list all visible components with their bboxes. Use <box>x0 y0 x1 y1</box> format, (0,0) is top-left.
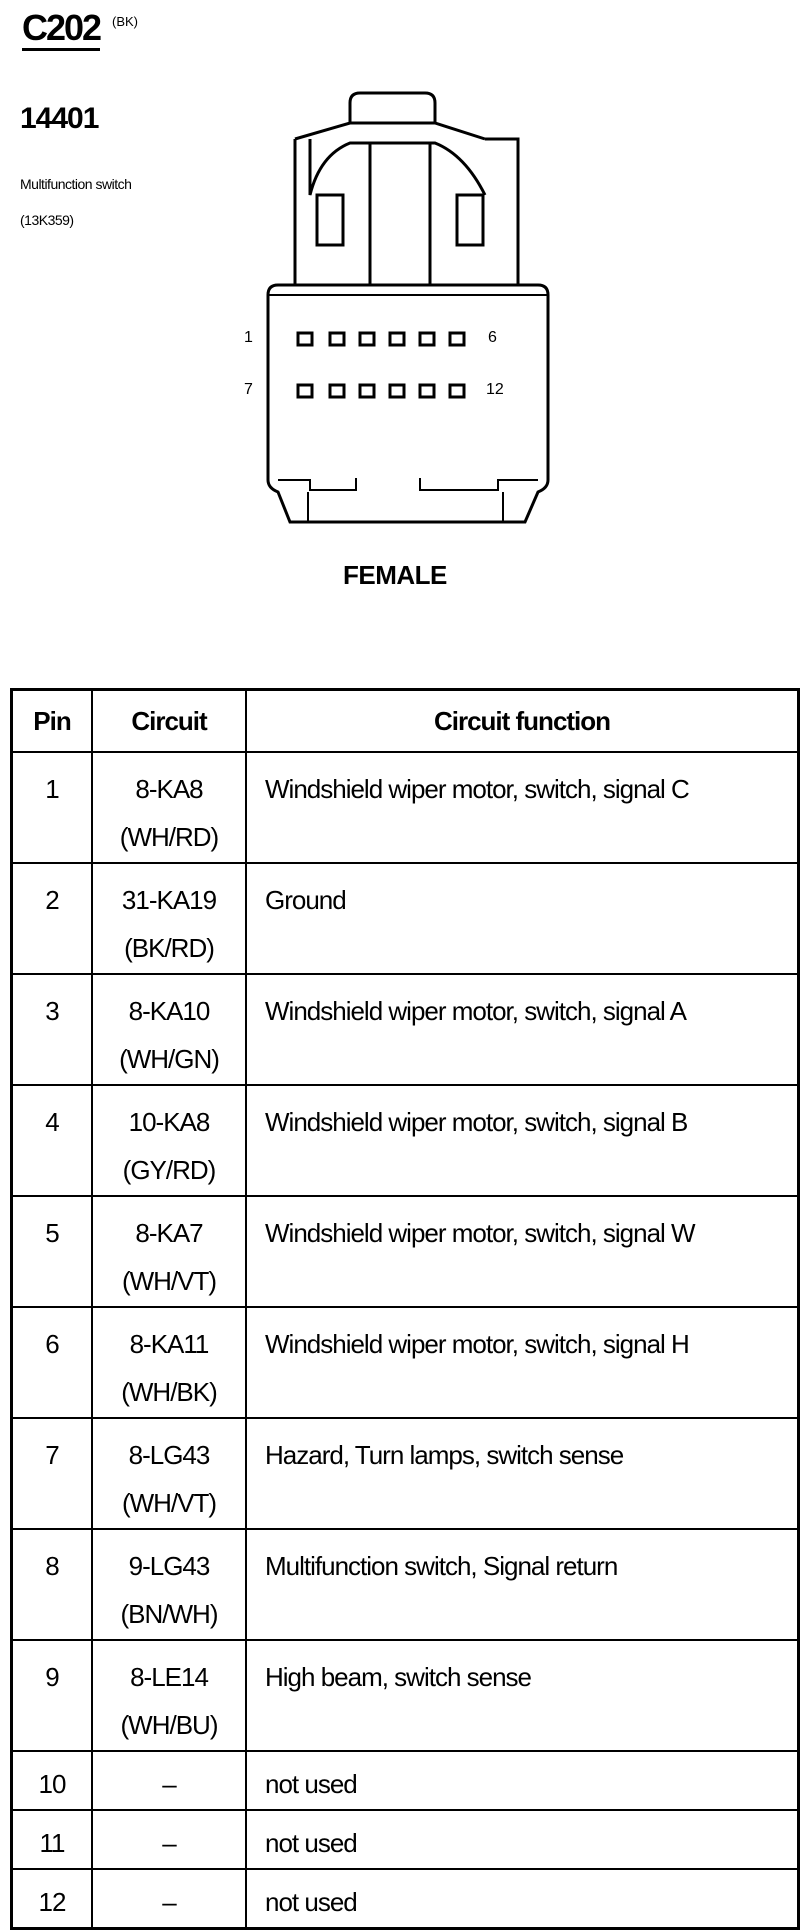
connector-color: (BK) <box>112 14 138 29</box>
wire-color: (WH/RD) <box>119 822 219 852</box>
wire-color: (WH/VT) <box>121 1266 217 1296</box>
pin-cell: 9 <box>12 1640 93 1751</box>
pin-cell: 12 <box>12 1869 93 1929</box>
function-cell: not used <box>246 1810 799 1869</box>
pin-label-6: 6 <box>488 329 497 346</box>
circuit-id: 8-LG43 <box>128 1440 210 1470</box>
circuit-id: 8-KA8 <box>135 774 203 804</box>
table-row <box>12 1751 799 1810</box>
pin-cell: 7 <box>12 1418 93 1529</box>
pin-cell: 8 <box>12 1529 93 1640</box>
circuit-cell <box>92 1307 246 1418</box>
table-row <box>12 752 799 863</box>
connector-diagram <box>244 85 550 545</box>
header-circuit: Circuit <box>92 690 246 753</box>
table-row <box>12 1640 799 1751</box>
circuit-cell <box>92 1196 246 1307</box>
circuit-cell: – <box>92 1751 246 1810</box>
function-cell: Windshield wiper motor, switch, signal A <box>246 974 799 1085</box>
pin-cell: 2 <box>12 863 93 974</box>
pin-label-7: 7 <box>244 381 253 398</box>
table-row <box>12 1196 799 1307</box>
circuit-id: 9-LG43 <box>128 1551 210 1581</box>
header-function: Circuit function <box>246 690 799 753</box>
connector-header <box>0 0 809 640</box>
circuit-cell <box>92 1640 246 1751</box>
component-code: (13K359) <box>20 212 74 228</box>
circuit-cell: – <box>92 1869 246 1929</box>
table-row <box>12 863 799 974</box>
function-cell: not used <box>246 1751 799 1810</box>
circuit-id: 8-LE14 <box>130 1662 208 1692</box>
pin-cell: 4 <box>12 1085 93 1196</box>
header-pin: Pin <box>12 690 93 753</box>
function-cell: Ground <box>246 863 799 974</box>
function-cell: Windshield wiper motor, switch, signal W <box>246 1196 799 1307</box>
circuit-cell: – <box>92 1810 246 1869</box>
wire-color: (GY/RD) <box>122 1155 216 1185</box>
circuit-id: 8-KA10 <box>128 996 210 1026</box>
circuit-cell <box>92 1085 246 1196</box>
table-row <box>12 1810 799 1869</box>
connector-id: C202 <box>22 10 100 51</box>
pin-cell: 10 <box>12 1751 93 1810</box>
view-label: FEMALE <box>343 560 447 590</box>
circuit-cell <box>92 974 246 1085</box>
circuit-id: 8-KA7 <box>135 1218 203 1248</box>
circuit-cell <box>92 752 246 863</box>
table-row <box>12 1418 799 1529</box>
pin-cell: 6 <box>12 1307 93 1418</box>
table-row <box>12 1085 799 1196</box>
function-cell: Multifunction switch, Signal return <box>246 1529 799 1640</box>
wire-color: (BK/RD) <box>124 933 214 963</box>
table-row <box>12 1307 799 1418</box>
circuit-cell <box>92 1418 246 1529</box>
wire-color: (WH/VT) <box>121 1488 217 1518</box>
function-cell: Hazard, Turn lamps, switch sense <box>246 1418 799 1529</box>
function-cell: not used <box>246 1869 799 1929</box>
wire-color: (WH/BU) <box>120 1710 218 1740</box>
wire-color: (WH/GN) <box>119 1044 219 1074</box>
circuit-id: 10-KA8 <box>128 1107 210 1137</box>
table-row <box>12 974 799 1085</box>
pinout-table <box>10 688 800 1930</box>
pin-label-12: 12 <box>486 381 504 398</box>
pin-label-1: 1 <box>244 329 253 346</box>
pin-cell: 3 <box>12 974 93 1085</box>
wire-color: (WH/BK) <box>121 1377 217 1407</box>
circuit-cell <box>92 1529 246 1640</box>
wire-color: (BN/WH) <box>120 1599 218 1629</box>
function-cell: High beam, switch sense <box>246 1640 799 1751</box>
table-row <box>12 1869 799 1929</box>
table-header-row <box>12 690 799 753</box>
connector-face-drawing <box>250 85 550 545</box>
circuit-id: 8-KA11 <box>129 1329 209 1359</box>
part-number: 14401 <box>20 102 99 135</box>
function-cell: Windshield wiper motor, switch, signal H <box>246 1307 799 1418</box>
pin-cell: 5 <box>12 1196 93 1307</box>
table-row <box>12 1529 799 1640</box>
pin-cell: 1 <box>12 752 93 863</box>
function-cell: Windshield wiper motor, switch, signal C <box>246 752 799 863</box>
circuit-cell <box>92 863 246 974</box>
pin-cell: 11 <box>12 1810 93 1869</box>
circuit-id: 31-KA19 <box>121 885 217 915</box>
function-cell: Windshield wiper motor, switch, signal B <box>246 1085 799 1196</box>
component-name: Multifunction switch <box>20 176 132 192</box>
